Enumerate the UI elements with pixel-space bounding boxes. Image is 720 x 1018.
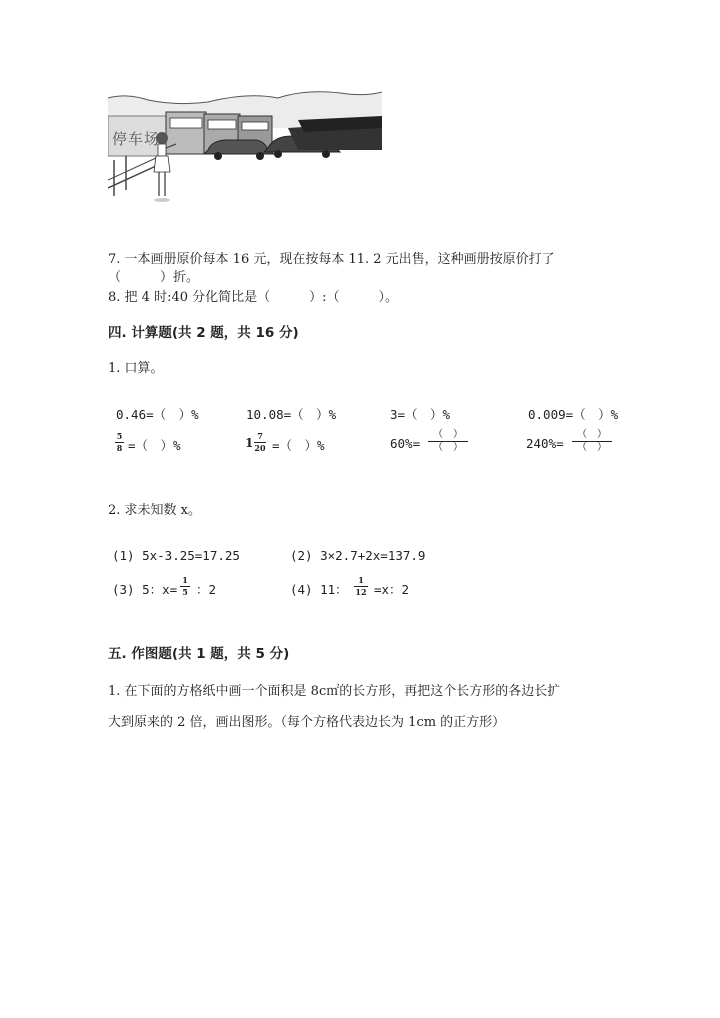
question-7-line-2: （ ）折。 (108, 270, 200, 285)
equation-3-head: (3) 5：x= (112, 582, 178, 597)
blank-fraction (428, 430, 468, 453)
section-5-title: 五. 作图题(共 1 题，共 5 分) (108, 646, 290, 662)
fraction-denominator: 12 (355, 587, 367, 597)
fraction-denominator: （ ） (577, 442, 607, 453)
fraction-denominator: 5 (182, 587, 188, 597)
parking-sign-text: 停车场 (112, 130, 161, 148)
fraction (354, 576, 368, 597)
section-4-q1-label: 1. 口算。 (108, 361, 164, 376)
oral-calc-item: 3=（ ）% (390, 407, 451, 422)
equation-4-tail: =x：2 (374, 582, 410, 597)
fraction-numerator: 7 (257, 431, 263, 441)
fraction (115, 432, 124, 453)
section-4-title: 四. 计算题(共 2 题，共 16 分) (108, 325, 299, 341)
oral-calc-item: 10.08=（ ）% (246, 407, 337, 422)
mixed-number-whole: 1 (245, 436, 254, 450)
oral-calc-tail: =（ ）% (272, 438, 325, 453)
question-8: 8. 把 4 时:40 分化简比是（ ）:（ ）。 (108, 290, 399, 305)
equation-3-tail: ：2 (196, 582, 217, 597)
oral-calc-item: 0.46=（ ）% (116, 407, 199, 422)
fraction-denominator: （ ） (433, 442, 463, 453)
equation-1: (1) 5x-3.25=17.25 (112, 548, 240, 563)
fraction-numerator: 1 (358, 575, 364, 585)
section-4-q2-label: 2. 求未知数 x。 (108, 503, 201, 518)
equation-2: (2) 3×2.7+2x=137.9 (290, 548, 426, 563)
fraction-numerator: 5 (116, 431, 123, 441)
fraction-numerator: 1 (182, 575, 188, 585)
fraction (254, 432, 266, 453)
fraction (180, 576, 190, 597)
oral-calc-item: 0.009=（ ）% (528, 407, 619, 422)
fraction-denominator: 20 (254, 443, 266, 453)
equation-4-head: (4) 11： (290, 582, 348, 597)
oral-calc-head: 240%= (526, 436, 564, 451)
section-5-q1-line-1: 1. 在下面的方格纸中画一个面积是 8c㎡的长方形，再把这个长方形的各边长扩 (108, 684, 561, 699)
parking-scene-graphic (108, 88, 382, 210)
oral-calc-tail: =（ ）% (128, 438, 181, 453)
fraction-numerator: （ ） (433, 429, 463, 440)
fraction-numerator: （ ） (577, 429, 607, 440)
section-5-q1-line-2: 大到原来的 2 倍，画出图形。（每个方格代表边长为 1cm 的正方形） (108, 715, 506, 730)
question-7-line-1: 7. 一本画册原价每本 16 元，现在按每本 11. 2 元出售，这种画册按原价打了 (108, 252, 555, 267)
fraction-denominator: 8 (116, 443, 123, 453)
blank-fraction (572, 430, 612, 453)
oral-calc-head: 60%= (390, 436, 421, 451)
parking-lot-illustration (108, 88, 382, 210)
